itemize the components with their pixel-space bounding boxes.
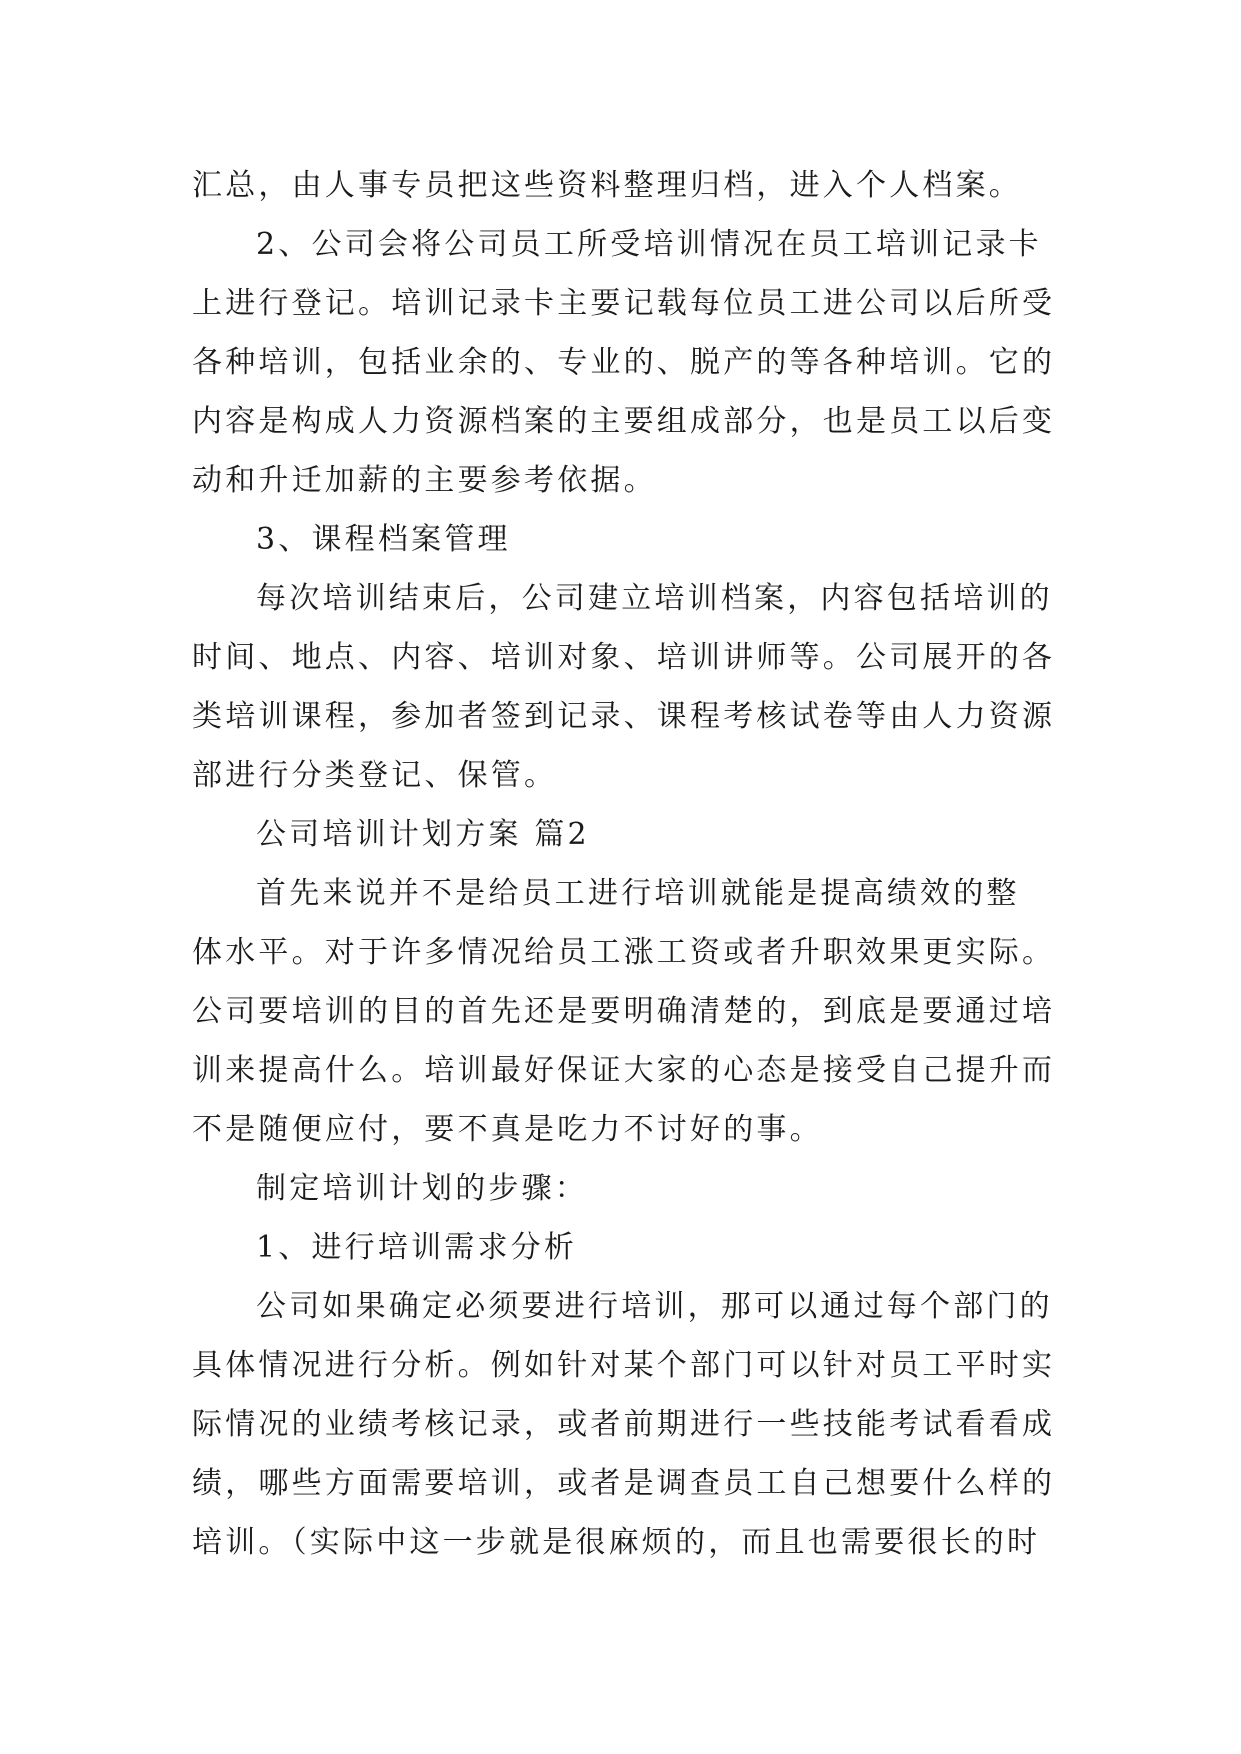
text-line: 具体情况进行分析。例如针对某个部门可以针对员工平时实	[192, 1348, 1056, 1383]
text-line: 绩，哪些方面需要培训，或者是调查员工自己想要什么样的	[192, 1466, 1056, 1501]
text-line: 不是随便应付，要不真是吃力不讨好的事。	[192, 1112, 823, 1147]
text-line: 部进行分类登记、保管。	[192, 758, 558, 793]
text-line: 类培训课程，参加者签到记录、课程考核试卷等由人力资源	[192, 699, 1056, 734]
text-line: 首先来说并不是给员工进行培训就能是提高绩效的整	[256, 876, 1020, 911]
text-line: 公司要培训的目的首先还是要明确清楚的，到底是要通过培	[192, 994, 1056, 1029]
text-line: 训来提高什么。培训最好保证大家的心态是接受自己提升而	[192, 1053, 1056, 1088]
text-line: 际情况的业绩考核记录，或者前期进行一些技能考试看看成	[192, 1407, 1056, 1442]
text-line: 公司如果确定必须要进行培训，那可以通过每个部门的	[256, 1289, 1053, 1324]
section-heading: 3、课程档案管理	[256, 522, 511, 557]
text-line: 培训。（实际中这一步就是很麻烦的，而且也需要很长的时	[192, 1525, 1041, 1560]
document-body	[192, 156, 1062, 1572]
section-title: 公司培训计划方案 篇2	[256, 817, 590, 852]
text-line: 动和升迁加薪的主要参考依据。	[192, 463, 657, 498]
section-heading: 1、进行培训需求分析	[256, 1230, 578, 1265]
text-line: 汇总，由人事专员把这些资料整理归档，进入个人档案。	[192, 168, 1022, 203]
text-line: 各种培训，包括业余的、专业的、脱产的等各种培训。它的	[192, 345, 1056, 380]
text-line: 时间、地点、内容、培训对象、培训讲师等。公司展开的各	[192, 640, 1056, 675]
text-line: 体水平。对于许多情况给员工涨工资或者升职效果更实际。	[192, 935, 1056, 970]
section-heading: 制定培训计划的步骤：	[256, 1171, 588, 1206]
text-line: 上进行登记。培训记录卡主要记载每位员工进公司以后所受	[192, 286, 1056, 321]
text-line: 每次培训结束后，公司建立培训档案，内容包括培训的	[256, 581, 1053, 616]
text-line: 内容是构成人力资源档案的主要组成部分，也是员工以后变	[192, 404, 1056, 439]
text-line: 2、公司会将公司员工所受培训情况在员工培训记录卡	[256, 227, 1042, 262]
